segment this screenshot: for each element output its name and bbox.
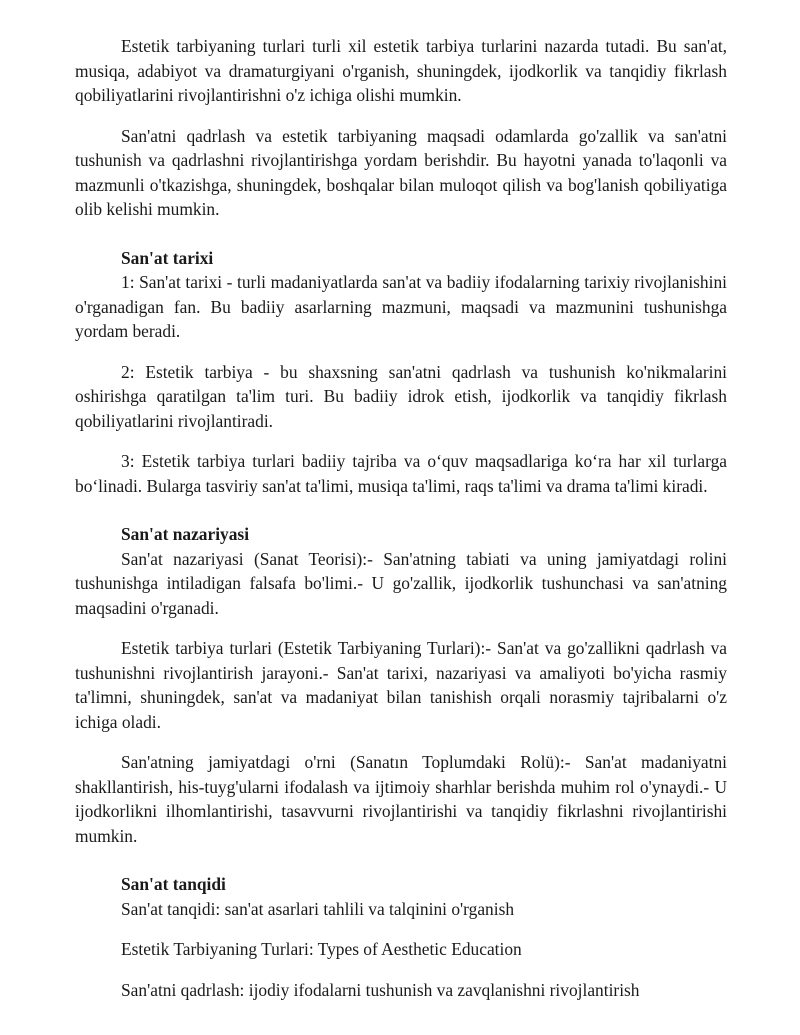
art-history-item: 2: Estetik tarbiya - bu shaxsning san'atni qadrlash va tushunish ko'nikmalarini oshirishga qaratilgan ta'lim turi. Bu badiiy idrok etish, ijodkorlik va tanqidiy fikrlash qobiliyatlarini rivojlantiradi. — [75, 361, 727, 431]
art-criticism-line: Estetik Tarbiyaning Turlari: Types of Aesthetic Education — [121, 939, 522, 959]
art-theory-item: Estetik tarbiya turlari (Estetik Tarbiyaning Turlari):- San'at va go'zallikni qadrlash va tushunishni rivojlantirish jarayoni.- San'at tarixi, nazariyasi va amaliyoti bo'yicha rasmiy ta'limni, shuningdek, san'at va madaniyat bilan tanishish orqali norasmiy tajribalarni o'z ichiga oladi. — [75, 638, 727, 732]
intro-paragraph: Estetik tarbiyaning turlari turli xil estetik tarbiya turlarini nazarda tutadi. Bu san'at, musiqa, adabiyot va dramaturgiyani o'rganish, shuningdek, ijodkorlik va tanqidiy fikrlash qobiliyatlarini rivojlantirishni o'z ichiga olishi mumkin. — [75, 36, 727, 105]
art-theory-item: San'at nazariyasi (Sanat Teorisi):- San'atning tabiati va uning jamiyatdagi rolini tushunishga intiladigan falsafa bo'limi.- U go'zallik, ijodkorlik tushunchasi va san'atning maqsadini o'rganadi. — [75, 548, 727, 618]
art-criticism-line: San'atni qadrlash: ijodiy ifodalarni tushunish va zavqlanishni rivojlantirish — [121, 979, 640, 1000]
section-heading-art-criticism: San'at tanqidi — [121, 874, 226, 894]
section-heading-art-history: San'at tarixi — [121, 247, 214, 268]
section-heading-art-theory: San'at nazariyasi — [121, 524, 250, 544]
art-criticism-line: San'at tanqidi: san'at asarlari tahlili va talqinini o'rganish — [121, 898, 515, 919]
art-history-item: 3: Estetik tarbiya turlari badiiy tajriba va o‘quv maqsadlariga ko‘ra har xil turlarga bo‘linadi. Bularga tasviriy san'at ta'limi, musiqa ta'limi, raqs ta'limi va drama ta'limi kiradi. — [75, 451, 727, 496]
document-body — [75, 34, 727, 1002]
art-history-item: 1: San'at tarixi - turli madaniyatlarda san'at va badiiy ifodalarning tarixiy rivojlanishini o'rganadigan fan. Bu badiiy asarlarning mazmuni, maqsadi va mazmunini tushunishga yordam beradi. — [75, 272, 727, 341]
art-theory-item: San'atning jamiyatdagi o'rni (Sanatın Toplumdaki Rolü):- San'at madaniyatni shakllantirish, his-tuyg'ularni ifodalash va ijtimoiy sharhlar berishda muhim rol o'ynaydi.- U ijodkorlikni ilhomlantirishi, tasavvurni rivojlantirishi va tanqidiy fikrlashni rivojlantirishi mumkin. — [75, 752, 727, 846]
purpose-paragraph: San'atni qadrlash va estetik tarbiyaning maqsadi odamlarda go'zallik va san'atni tushunish va qadrlashni rivojlantirishga yordam berishdir. Bu hayotni yanada to'laqonli va mazmunli o'tkazishga, shuningdek, boshqalar bilan muloqot qilish va bog'lanish qobiliyatiga olib kelishi mumkin. — [75, 125, 727, 219]
